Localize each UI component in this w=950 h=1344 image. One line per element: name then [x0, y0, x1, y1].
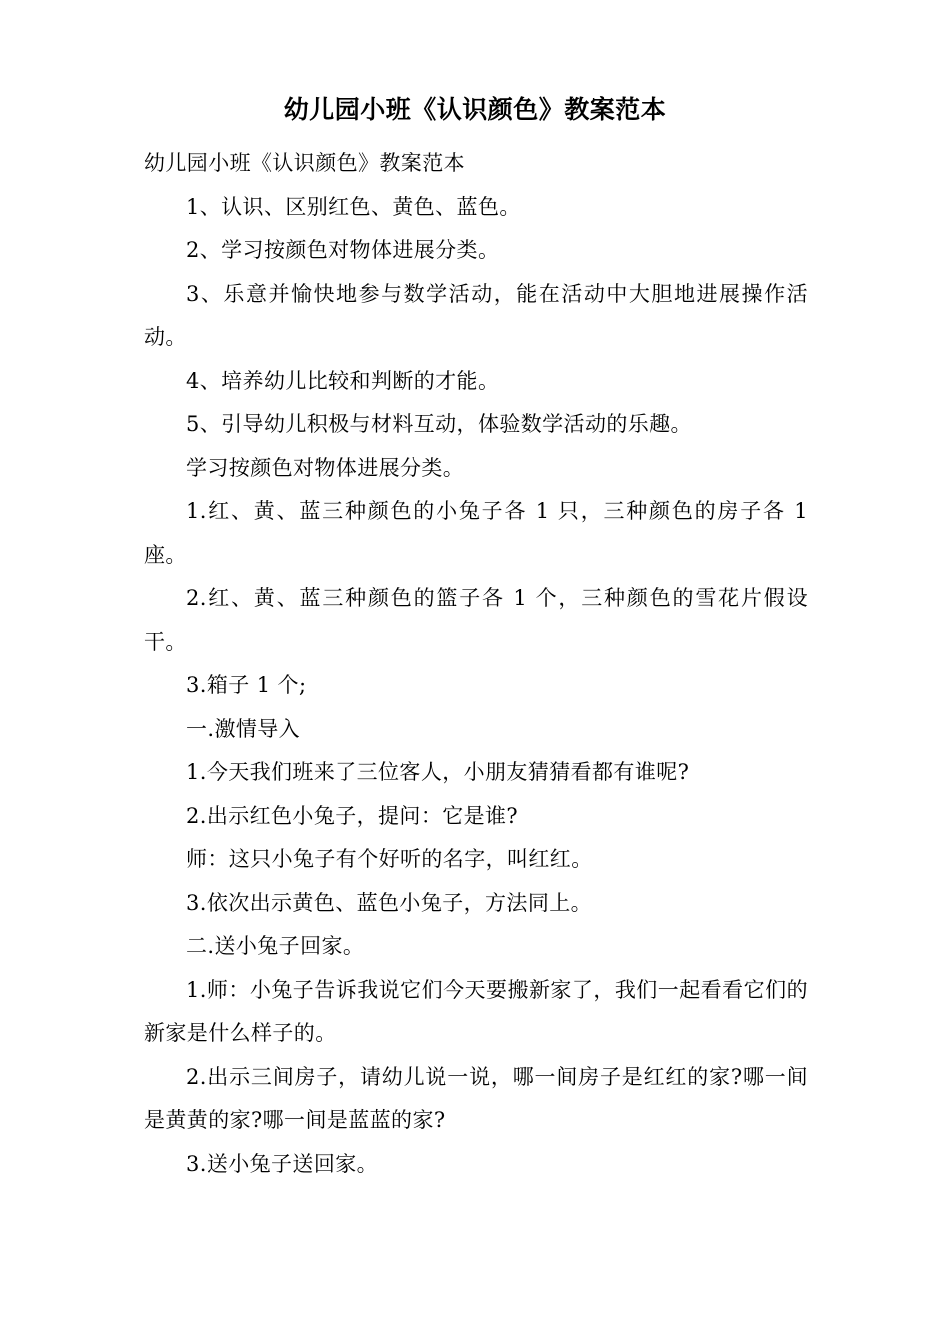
- paragraph-material-1: 1.红、黄、蓝三种颜色的小兔子各 1 只，三种颜色的房子各 1 座。: [144, 499, 808, 567]
- paragraph-intro-3: 3.依次出示黄色、蓝色小兔子，方法同上。: [186, 890, 593, 915]
- paragraph-intro-1: 1.今天我们班来了三位客人，小朋友猜猜看都有谁呢?: [186, 760, 690, 784]
- paragraph-send-home-1: 1.师：小兔子告诉我说它们今天要搬新家了，我们一起看看它们的新家是什么样子的。: [144, 977, 808, 1045]
- paragraph-send-home-2: 2.出示三间房子，请幼儿说一说，哪一间房子是红红的家?哪一间是黄黄的家?哪一间是蓝蓝的家?: [144, 1064, 808, 1132]
- paragraph-material-2: 2.红、黄、蓝三种颜色的篮子各 1 个，三种颜色的雪花片假设干。: [144, 586, 808, 654]
- paragraph-goal-1: 1、认识、区别红色、黄色、蓝色。: [186, 194, 521, 219]
- paragraph-intro-teacher: 师：这只小兔子有个好听的名字，叫红红。: [186, 847, 593, 871]
- paragraph-key-point: 学习按颜色对物体进展分类。: [186, 455, 465, 480]
- paragraph-goal-2: 2、学习按颜色对物体进展分类。: [186, 238, 500, 262]
- document-body: [144, 142, 808, 1186]
- document-title: 幼儿园小班《认识颜色》教案范本: [283, 95, 667, 124]
- paragraph-material-3: 3.箱子 1 个;: [186, 673, 307, 697]
- section-heading-send-home: 二.送小兔子回家。: [186, 934, 365, 958]
- paragraph-subtitle: 幼儿园小班《认识颜色》教案范本: [144, 151, 465, 175]
- paragraph-goal-4: 4、培养幼儿比较和判断的才能。: [186, 368, 500, 393]
- paragraph-intro-2: 2.出示红色小兔子，提问：它是谁?: [186, 803, 519, 828]
- section-heading-intro: 一.激情导入: [186, 716, 301, 741]
- paragraph-goal-5: 5、引导幼儿积极与材料互动，体验数学活动的乐趣。: [186, 412, 692, 436]
- paragraph-send-home-3: 3.送小兔子送回家。: [186, 1151, 379, 1176]
- paragraph-goal-3: 3、乐意并愉快地参与数学活动，能在活动中大胆地进展操作活动。: [144, 281, 808, 349]
